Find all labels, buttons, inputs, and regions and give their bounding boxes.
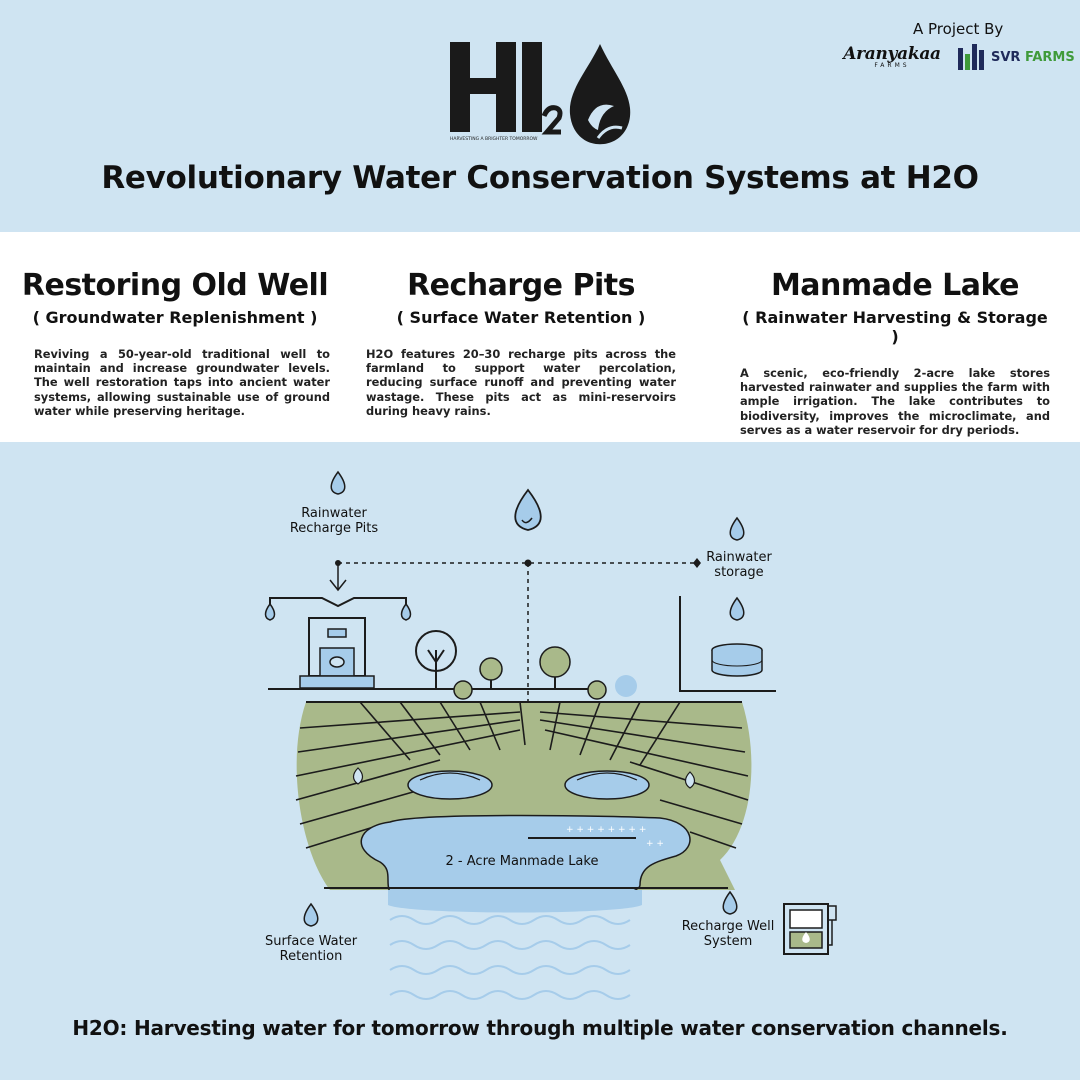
label-line: Rainwater bbox=[301, 506, 367, 521]
sections-band bbox=[0, 232, 1080, 442]
water-drop-icon bbox=[723, 892, 737, 914]
page-title: Revolutionary Water Conservation Systems at H2O bbox=[101, 160, 979, 196]
water-drop-icon bbox=[515, 490, 541, 530]
section-body: Reviving a 50-year-old traditional well to maintain and increase groundwater levels. The well restoration taps into ancient water systems, allowing sustainable use of ground water while preserving heritage. bbox=[34, 347, 330, 418]
water-drop-icon bbox=[730, 518, 744, 540]
section-title: Restoring Old Well bbox=[21, 268, 329, 303]
label-line: System bbox=[703, 934, 753, 949]
pump-machine-icon bbox=[300, 618, 374, 688]
label-line: Retention bbox=[279, 949, 343, 964]
water-drop-icon bbox=[304, 904, 318, 926]
section-body: H2O features 20–30 recharge pits across the farmland to support water percolation, reducing surface runoff and preventing water wastage. These pits act as mini-reservoirs during heavy rains. bbox=[366, 347, 676, 418]
water-drop-icon bbox=[730, 598, 744, 620]
svg-text:+ +: + + bbox=[646, 839, 664, 849]
section-subtitle: ( Groundwater Replenishment ) bbox=[32, 308, 318, 327]
section-recharge-pits bbox=[366, 268, 676, 418]
label-line: Rainwater bbox=[706, 550, 772, 565]
label-rainwater-recharge-pits bbox=[274, 506, 394, 536]
label-line: storage bbox=[714, 565, 764, 580]
groundwater-waves bbox=[390, 916, 630, 999]
label-line: Recharge Pits bbox=[289, 521, 379, 536]
storage-tank-icon bbox=[712, 644, 762, 676]
logo-tagline: HARVESTING A BRIGHTER TOMORROW bbox=[450, 137, 538, 142]
label-surface-water-retention bbox=[251, 934, 371, 964]
aranyakaa-logo bbox=[838, 44, 946, 69]
water-drop-icon bbox=[266, 604, 275, 620]
tree-icon bbox=[540, 647, 570, 689]
svr-name: SVR bbox=[991, 49, 1021, 65]
label-manmade-lake: 2 - Acre Manmade Lake bbox=[445, 854, 599, 869]
recharge-well-machine-icon bbox=[784, 904, 836, 954]
section-subtitle: ( Surface Water Retention ) bbox=[396, 308, 646, 327]
recharge-pit bbox=[565, 771, 649, 799]
water-drop-icon bbox=[331, 472, 345, 494]
label-rainwater-storage bbox=[684, 550, 794, 580]
svr-mark-icon bbox=[957, 42, 985, 72]
section-manmade-lake bbox=[740, 268, 1050, 437]
svg-text:+ + + + + + + +: + + + + + + + + bbox=[566, 825, 647, 835]
tree-icon bbox=[416, 631, 456, 689]
section-body: A scenic, eco-friendly 2-acre lake stores harvested rainwater and supplies the farm with ample irrigation. The lake contributes to biodiversity, improves the microclimate, and serves as a water reservoir for dry periods. bbox=[740, 366, 1050, 437]
project-by-label: A Project By bbox=[913, 20, 1004, 38]
section-title: Recharge Pits bbox=[407, 268, 635, 303]
aranyakaa-sub: FARMS bbox=[874, 62, 910, 69]
recharge-pit bbox=[408, 771, 492, 799]
svr-label bbox=[991, 50, 1075, 65]
water-system-diagram bbox=[0, 442, 1080, 1022]
section-title: Manmade Lake bbox=[770, 268, 1020, 303]
svr-farms: FARMS bbox=[1024, 49, 1075, 65]
section-restoring-old-well bbox=[20, 268, 330, 418]
h2o-logo bbox=[448, 40, 634, 150]
svr-farms-logo bbox=[957, 42, 1075, 72]
tree-icon bbox=[480, 658, 502, 689]
aranyakaa-name: Aranyakaa bbox=[843, 44, 941, 64]
label-line: Recharge Well bbox=[681, 919, 775, 934]
footer-tagline: H2O: Harvesting water for tomorrow through multiple water conservation channels. bbox=[72, 1016, 1008, 1040]
label-recharge-well-system bbox=[668, 919, 788, 949]
label-line: Surface Water bbox=[264, 934, 358, 949]
diagram-illustration bbox=[0, 442, 1080, 1022]
water-drop-icon bbox=[402, 604, 411, 620]
section-subtitle: ( Rainwater Harvesting & Storage ) bbox=[742, 308, 1048, 346]
